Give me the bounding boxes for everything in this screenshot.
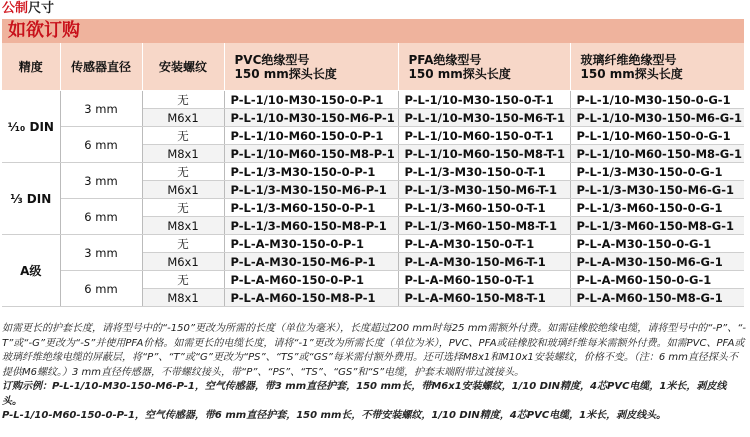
table-body [2,91,744,307]
glass-model-cell: P-L-1/10-M60-150-0-G-1 [570,127,744,145]
header-pvc [224,43,398,91]
thread-cell: M8x1 [142,145,224,163]
pvc-model-cell: P-L-A-M30-150-M6-P-1 [224,253,398,271]
thread-cell: M6x1 [142,181,224,199]
pvc-model-cell: P-L-1/3-M60-150-M8-P-1 [224,217,398,235]
pfa-model-cell: P-L-1/3-M60-150-0-T-1 [398,199,570,217]
table-row [2,163,744,181]
thread-cell: M8x1 [142,217,224,235]
pvc-model-cell: P-L-1/3-M60-150-0-P-1 [224,199,398,217]
table-row [2,127,744,145]
header-glass-line1: 玻璃纤维绝缘型号 [580,52,677,67]
thread-cell: 无 [142,127,224,145]
pvc-model-cell: P-L-1/3-M30-150-0-P-1 [224,163,398,181]
order-example-2: P-L-1/10-M60-150-0-P-1，空气传感器，带6 mm直径护套，150 mm长，不带安装螺纹，1/10 DIN精度，4芯PVC电缆，1米长，剥皮线头。 [2,410,667,421]
pfa-model-cell: P-L-A-M30-150-M6-T-1 [398,253,570,271]
thread-cell: 无 [142,235,224,253]
order-table [2,43,745,307]
pfa-model-cell: P-L-A-M60-150-0-T-1 [398,271,570,289]
notes-paragraph: 如需更长的护套长度，请将型号中的“-150”更改为所需的长度（单位为毫米），长度超过200 mm时每25 mm需额外付费。如需硅橡胶绝缘电缆，请将型号中的“-P”、“-T”或“-G”更改为“-S”并使用PFA价格。如需更长的电缆长度，请将“-1”更改为所需长度（单位为米），PVC、PFA或硅橡胶和玻璃纤维每米需额外付费。如需PVC、PFA或玻璃纤维绝缘电缆的屏蔽层，将“P”、“T”或“G”更改为“PS”、“TS”或“GS”每米需付额外费用。还可选择M8x1和M10x1安装螺纹，价格不变。（注：6 mm直径探头不提供M6螺纹。）3 mm直径传感器，不带螺纹接头，带“P”、“PS”、“TS”、“GS”和“S”电缆，护套末端附带过渡接头。 [2,323,746,378]
header-pfa [398,43,570,91]
glass-model-cell: P-L-1/3-M30-150-M6-G-1 [570,181,744,199]
pvc-model-cell: P-L-A-M30-150-0-P-1 [224,235,398,253]
glass-model-cell: P-L-1/3-M60-150-M8-G-1 [570,217,744,235]
thread-cell: M6x1 [142,253,224,271]
glass-model-cell: P-L-A-M60-150-M8-G-1 [570,289,744,307]
glass-model-cell: P-L-1/10-M60-150-M8-G-1 [570,145,744,163]
header-thread: 安装螺纹 [142,43,224,91]
pfa-model-cell: P-L-1/3-M30-150-M6-T-1 [398,181,570,199]
header-pvc-line2: 150 mm探头长度 [234,66,337,81]
pfa-model-cell: P-L-1/3-M60-150-M8-T-1 [398,217,570,235]
header-pvc-line1: PVC绝缘型号 [234,52,310,67]
diameter-cell: 6 mm [60,271,142,307]
accuracy-cell: ¹⁄₁₀ DIN [2,91,60,163]
glass-model-cell: P-L-1/10-M30-150-M6-G-1 [570,109,744,127]
header-pfa-line2: 150 mm探头长度 [408,66,511,81]
pfa-model-cell: P-L-1/10-M60-150-0-T-1 [398,127,570,145]
glass-model-cell: P-L-A-M30-150-0-G-1 [570,235,744,253]
pvc-model-cell: P-L-1/3-M30-150-M6-P-1 [224,181,398,199]
diameter-cell: 6 mm [60,199,142,235]
notes [2,322,746,424]
pvc-model-cell: P-L-1/10-M60-150-M8-P-1 [224,145,398,163]
pvc-model-cell: P-L-1/10-M60-150-0-P-1 [224,127,398,145]
pfa-model-cell: P-L-1/10-M30-150-M6-T-1 [398,109,570,127]
accuracy-cell: A级 [2,235,60,307]
section-title-red: 公制 [2,1,29,16]
section-title-dark: 尺寸 [28,1,55,16]
header-diameter: 传感器直径 [60,43,142,91]
glass-model-cell: P-L-1/3-M30-150-0-G-1 [570,163,744,181]
thread-cell: 无 [142,91,224,109]
order-banner: 如欲订购 [2,19,744,43]
pfa-model-cell: P-L-1/3-M30-150-0-T-1 [398,163,570,181]
header-accuracy: 精度 [2,43,60,91]
pvc-model-cell: P-L-1/10-M30-150-0-P-1 [224,91,398,109]
pvc-model-cell: P-L-A-M60-150-M8-P-1 [224,289,398,307]
glass-model-cell: P-L-1/10-M30-150-0-G-1 [570,91,744,109]
thread-cell: 无 [142,199,224,217]
section-title [2,0,54,18]
header-glass-line2: 150 mm探头长度 [580,66,683,81]
pfa-model-cell: P-L-1/10-M60-150-M8-T-1 [398,145,570,163]
diameter-cell: 6 mm [60,127,142,163]
diameter-cell: 3 mm [60,91,142,127]
thread-cell: 无 [142,271,224,289]
header-glass [570,43,744,91]
pfa-model-cell: P-L-A-M60-150-M8-T-1 [398,289,570,307]
thread-cell: M8x1 [142,289,224,307]
pfa-model-cell: P-L-A-M30-150-0-T-1 [398,235,570,253]
glass-model-cell: P-L-A-M60-150-0-G-1 [570,271,744,289]
thread-cell: M6x1 [142,109,224,127]
glass-model-cell: P-L-A-M30-150-M6-G-1 [570,253,744,271]
header-pfa-line1: PFA绝缘型号 [408,52,482,67]
table-row [2,235,744,253]
pvc-model-cell: P-L-A-M60-150-0-P-1 [224,271,398,289]
table-row [2,91,744,109]
pvc-model-cell: P-L-1/10-M30-150-M6-P-1 [224,109,398,127]
pfa-model-cell: P-L-1/10-M30-150-0-T-1 [398,91,570,109]
accuracy-cell: ⅓ DIN [2,163,60,235]
table-row [2,271,744,289]
order-example-1: 订购示例：P-L-1/10-M30-150-M6-P-1，空气传感器，带3 mm直径护套，150 mm长，带M6x1安装螺纹，1/10 DIN精度，4芯PVC电缆，1米长，剥皮线头。 [2,381,727,407]
table-header-row [2,43,744,91]
diameter-cell: 3 mm [60,163,142,199]
diameter-cell: 3 mm [60,235,142,271]
thread-cell: 无 [142,163,224,181]
table-row [2,199,744,217]
glass-model-cell: P-L-1/3-M60-150-0-G-1 [570,199,744,217]
